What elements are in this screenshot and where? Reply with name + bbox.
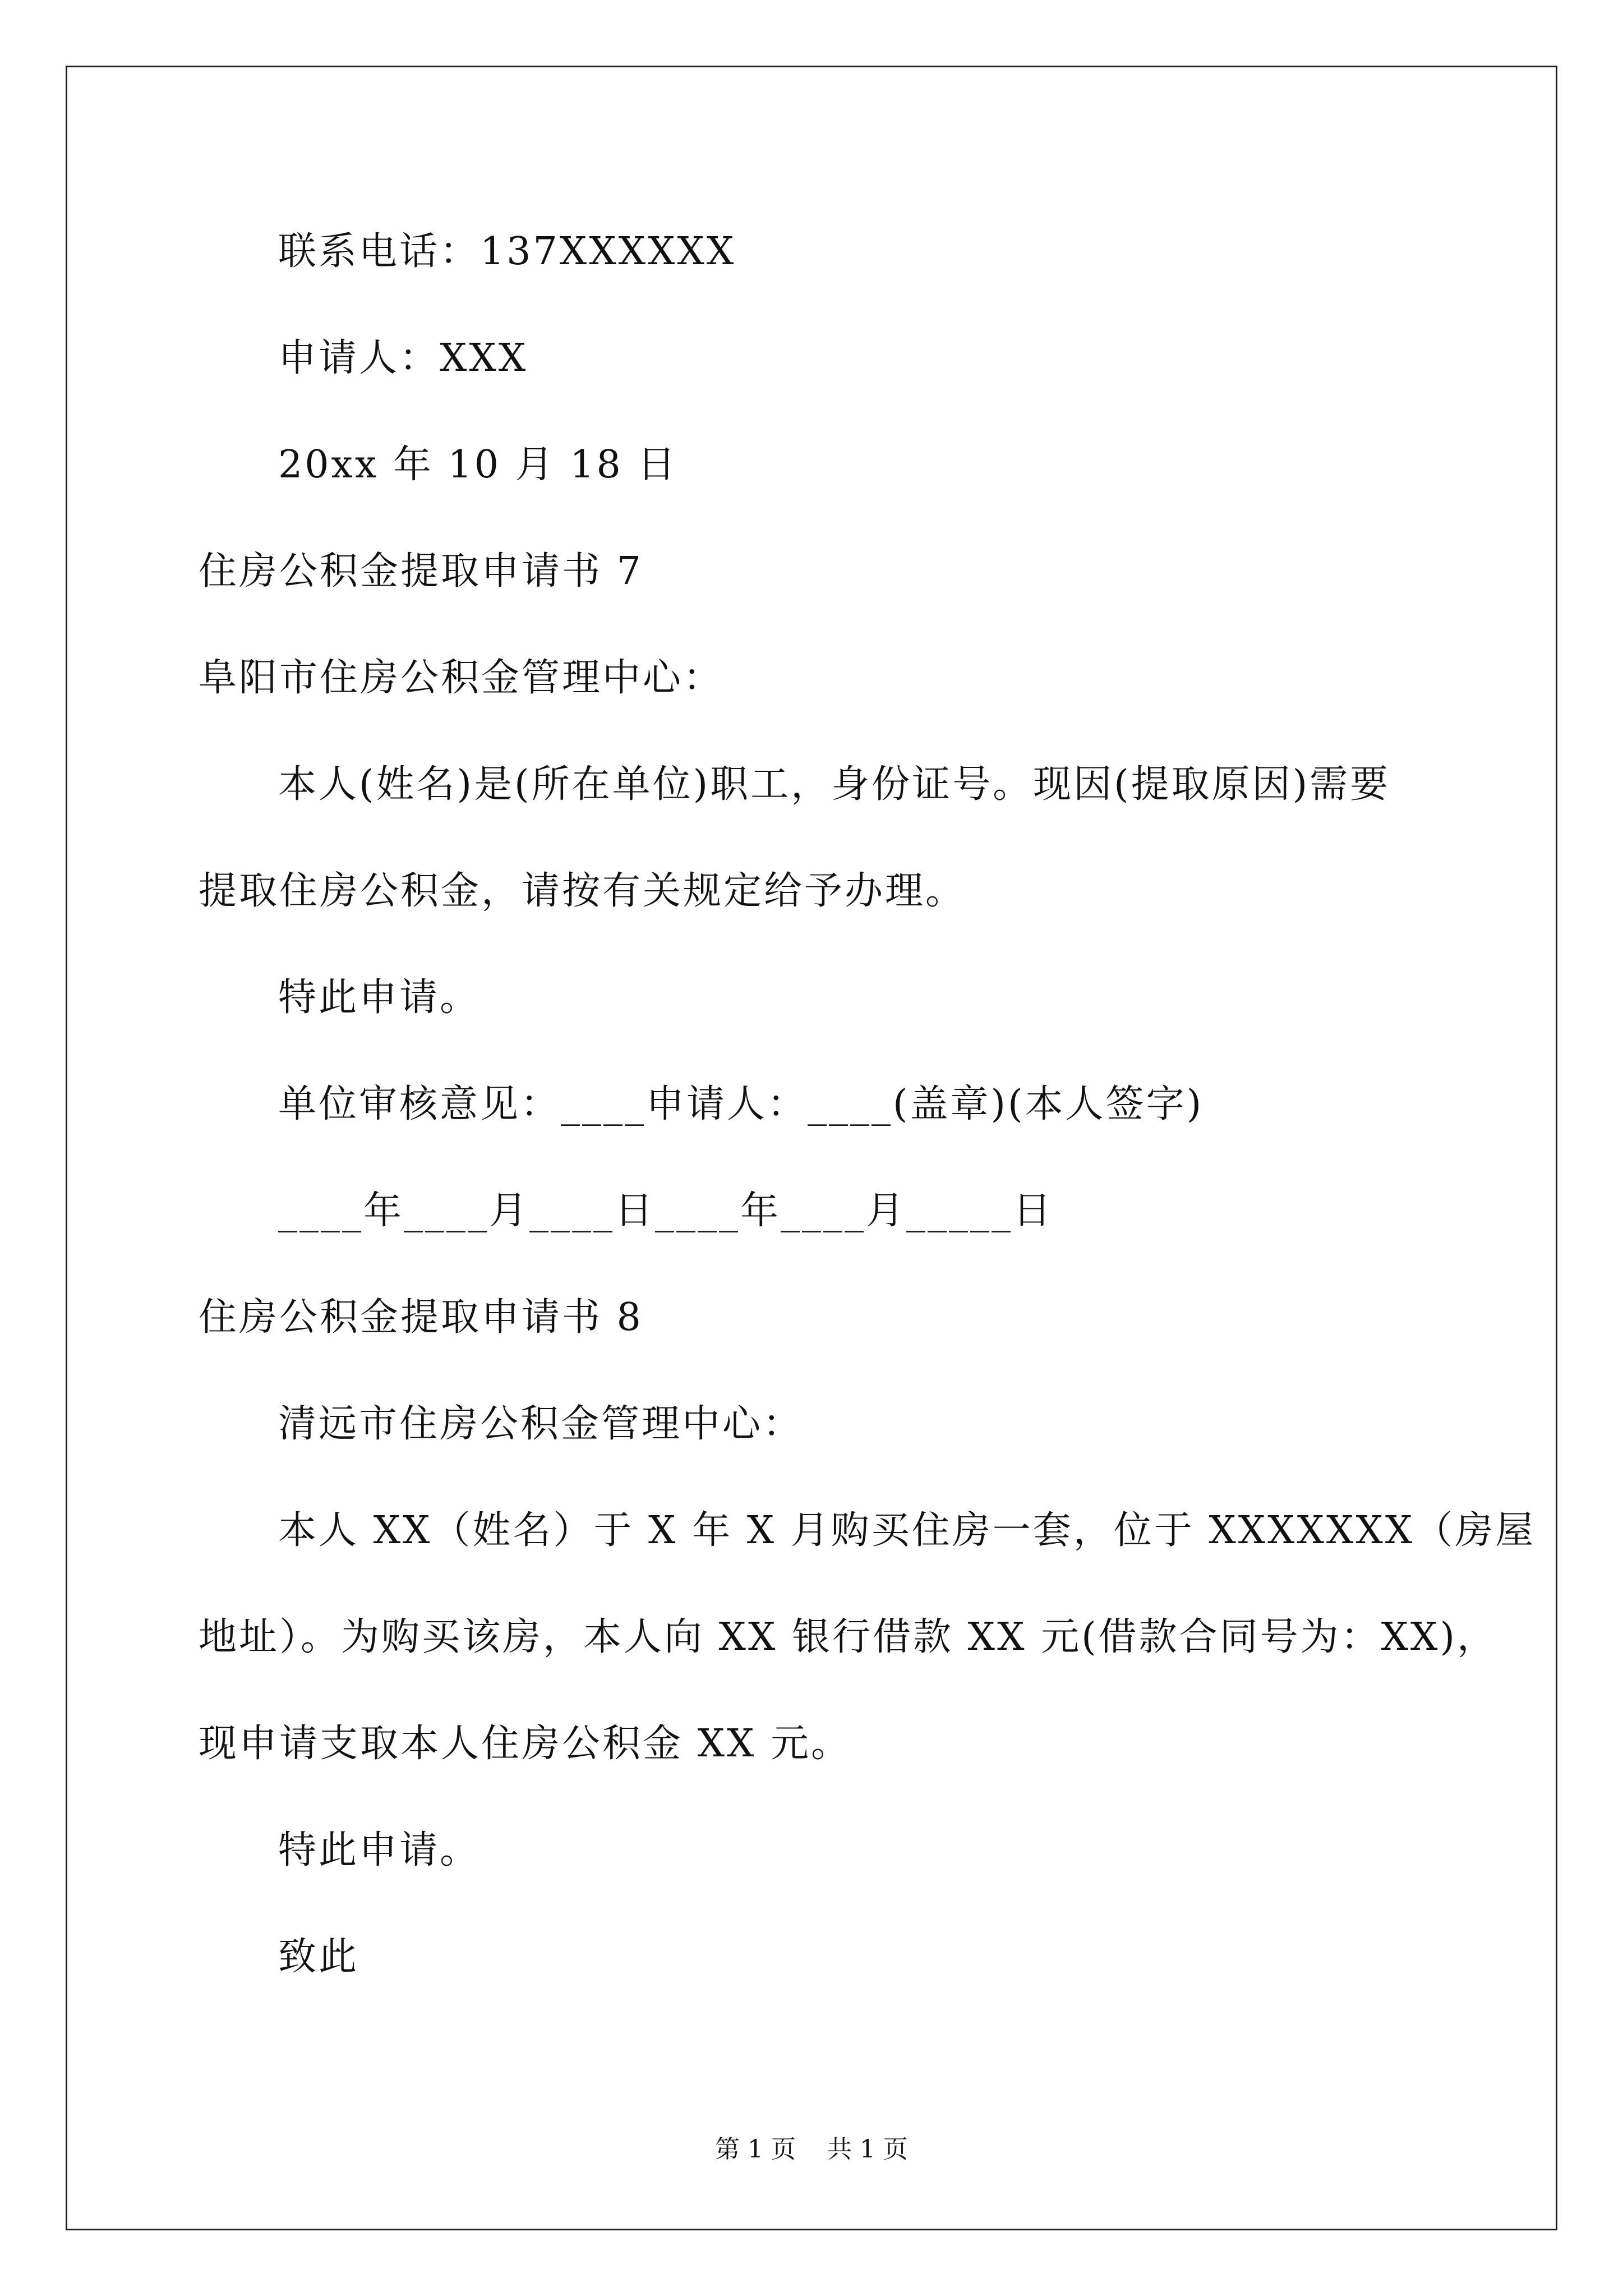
applicant-line: 申请人：XXX xyxy=(278,336,528,380)
date-line: 20xx 年 10 月 18 日 xyxy=(278,443,678,487)
addressee-fuyang: 阜阳市住房公积金管理中心： xyxy=(199,656,724,700)
review-signature-line: 单位审核意见：____申请人：____(盖章)(本人签字) xyxy=(278,1082,1204,1126)
body-paragraph-line: 提取住房公积金，请按有关规定给予办理。 xyxy=(199,869,966,913)
body-paragraph-line: 现申请支取本人住房公积金 XX 元。 xyxy=(199,1722,852,1766)
contact-phone-line: 联系电话：137XXXXXX xyxy=(278,229,736,274)
body-paragraph-line: 本人 XX（姓名）于 X 年 X 月购买住房一套，位于 XXXXXXX（房屋 xyxy=(278,1508,1536,1553)
salutation-line: 致此 xyxy=(278,1935,359,1979)
date-blanks-line: ____年____月____日____年____月_____日 xyxy=(278,1189,1054,1233)
page-footer: 第 1 页 共 1 页 xyxy=(715,2135,908,2164)
body-paragraph-line: 本人(姓名)是(所在单位)职工，身份证号。现因(提取原因)需要 xyxy=(278,762,1391,807)
section-heading-7: 住房公积金提取申请书 7 xyxy=(199,549,643,593)
addressee-qingyuan: 清远市住房公积金管理中心： xyxy=(278,1402,804,1446)
section-heading-8: 住房公积金提取申请书 8 xyxy=(199,1295,643,1340)
page-border xyxy=(66,66,1557,2230)
body-paragraph-line: 地址）。为购买该房，本人向 XX 银行借款 XX 元(借款合同号为：XX)， xyxy=(199,1615,1497,1659)
closing-line: 特此申请。 xyxy=(278,1828,481,1872)
closing-line: 特此申请。 xyxy=(278,976,481,1020)
